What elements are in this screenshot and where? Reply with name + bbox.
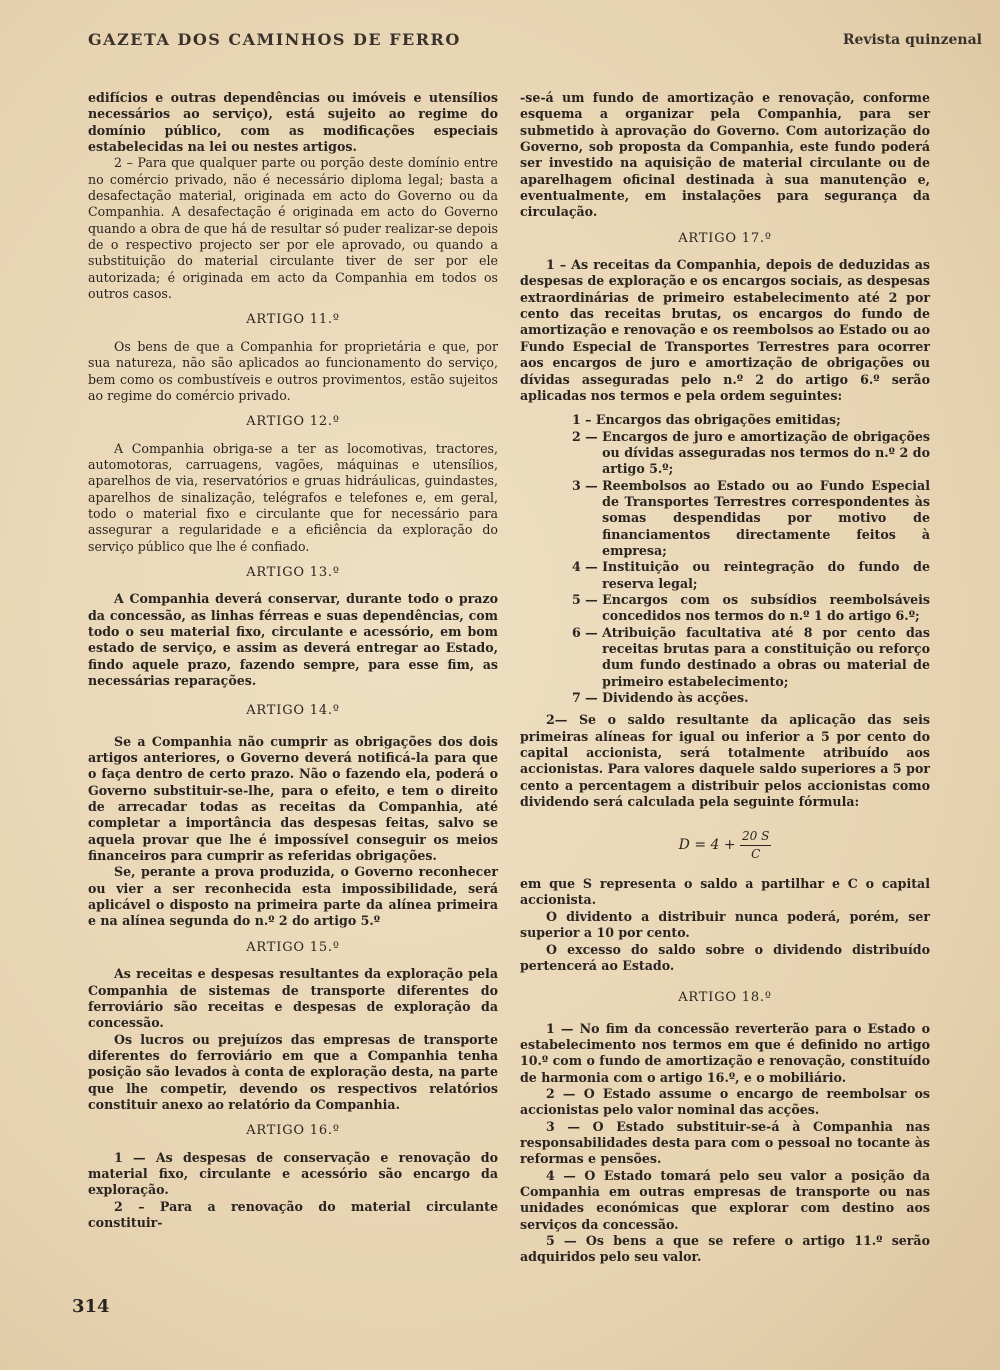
list-item bbox=[572, 559, 930, 592]
list-item-text: Reembolsos ao Estado ou ao Fundo Especial de Transportes Terrestres correspondentes às somas despendidas por motivo de financiamentos directamente feitos à empresa; bbox=[602, 477, 930, 558]
list-item-number: 4 — bbox=[572, 559, 603, 575]
article-heading: ARTIGO 13.º bbox=[246, 564, 340, 580]
list-item-number: 2 — bbox=[572, 428, 603, 444]
journal-subtitle: Revista quinzenal bbox=[842, 32, 982, 48]
paragraph: 2 – Para que qualquer parte ou porção deste domínio entre no comércio privado, não é necessário diploma legal; basta a desafectação material, originada em acto do Governo ou da Companhia. A desafectação é originada em acto do Governo quando a obra de que há de resultar só puder realizar-se depois de o respectivo projecto ser por ele aprovado, ou quando a substituição do material circulante tiver de ser por ele autorizada; é originada em acto da Companhia em todos os outros casos. bbox=[88, 155, 498, 302]
paragraph: As receitas e despesas resultantes da exploração pela Companhia de sistemas de transporte diferentes do ferroviário são receitas e despesas de exploração da concessão. bbox=[88, 966, 498, 1031]
paragraph: 3 — O Estado substituir-se-á à Companhia nas responsabilidades desta para com o pessoal no tocante às reformas e pensões. bbox=[520, 1118, 930, 1167]
right-column bbox=[520, 90, 930, 1266]
list-item-number: 3 — bbox=[572, 477, 603, 493]
article-heading: ARTIGO 18.º bbox=[678, 990, 772, 1006]
numbered-list bbox=[520, 412, 930, 706]
paragraph: A Companhia obriga-se a ter as locomotivas, tractores, automotoras, carruagens, vagões, máquinas e utensílios, aparelhos de via, reservatórios e gruas hidráulicas, guindastes, aparelhos de sinalização, telégrafos e telefones e, em geral, todo o material fixo e circulante que for necessário para assegurar a regularidade e a eficiência da exploração do serviço público que lhe é confiado. bbox=[88, 440, 498, 554]
paragraph: edifícios e outras dependências ou imóveis e utensílios necessários ao serviço), está sujeito ao regime do domínio público, com as modificações especiais estabelecidas na lei ou nestes artigos. bbox=[88, 90, 498, 155]
paragraph: 4 — O Estado tomará pelo seu valor a posição da Companhia em outras empresas de transporte ou nas unidades económicas que explorar com destino aos serviços da concessão. bbox=[520, 1167, 930, 1232]
article-heading: ARTIGO 16.º bbox=[246, 1123, 340, 1139]
page-header bbox=[88, 30, 982, 54]
list-item-number: 1 – bbox=[572, 412, 596, 428]
formula-lhs: D = 4 + bbox=[678, 837, 741, 854]
paragraph: 2 — O Estado assume o encargo de reembolsar os accionistas pelo valor nominal das acções. bbox=[520, 1085, 930, 1118]
paragraph: 5 — Os bens a que se refere o artigo 11.º serão adquiridos pelo seu valor. bbox=[520, 1233, 930, 1265]
list-item-number: 5 — bbox=[572, 591, 603, 607]
paragraph: O dividento a distribuir nunca poderá, porém, ser superior a 10 por cento. bbox=[520, 908, 930, 941]
article-heading: ARTIGO 14.º bbox=[246, 703, 340, 719]
list-item-number: 7 — bbox=[572, 690, 603, 706]
list-item-text: Encargos de juro e amortização de obrigações ou dívidas asseguradas nos termos do n.º 2 do artigo 5.º; bbox=[602, 428, 930, 477]
paragraph: Os bens de que a Companhia for proprietária e que, por sua natureza, não são aplicados ao funcionamento do serviço, bem como os combustíveis e outros provimentos, estão sujeitos ao regime do comércio privado. bbox=[88, 338, 498, 403]
list-item-text: Dividendo às acções. bbox=[602, 690, 749, 706]
page-number: 314 bbox=[72, 1296, 110, 1317]
paragraph: Se a Companhia não cumprir as obrigações dos dois artigos anteriores, o Governo deverá notificá-la para que o faça dentro de certo prazo. Não o fazendo ela, poderá o Governo substituir-se-lhe, para o efeito, e tem o direito de arrecadar todas as receitas da Companhia, até completar a importância das despesas feitas, salvo se aquela provar que lhe é impossível conseguir os meios financeiros para cumprir as referidas obrigações. bbox=[88, 733, 498, 864]
list-item bbox=[572, 429, 930, 478]
paragraph: A Companhia deverá conservar, durante todo o prazo da concessão, as linhas férreas e suas dependências, com todo o seu material fixo, circulante e acessório, em bom estado de serviço, e assim as deverá entregar ao Estado, findo aquele prazo, fazendo sempre, para esse fim, as necessárias reparações. bbox=[88, 591, 498, 688]
list-item bbox=[572, 592, 930, 625]
list-item-text: Encargos das obrigações emitidas; bbox=[595, 412, 841, 428]
dividend-formula bbox=[520, 828, 930, 862]
list-item-text: Instituição ou reintegração do fundo de reserva legal; bbox=[602, 559, 930, 591]
paragraph: 2 – Para a renovação do material circulante constituir- bbox=[88, 1198, 498, 1230]
list-item-text: Atribuição facultativa até 8 por cento das receitas brutas para a constituição ou reforço dum fundo destinado a obras ou material de primeiro estabelecimento; bbox=[602, 624, 930, 689]
paragraph: -se-á um fundo de amortização e renovação, conforme esquema a organizar pela Companhia, para ser submetido à aprovação do Governo. Com autorização do Governo, sob proposta da Companhia, este fundo poderá ser investido na aquisição de material circulante ou de aparelhagem oficinal destinada à sua manutenção e, eventualmente, em instalações para segurança da circulação. bbox=[520, 90, 930, 220]
paragraph: 1 – As receitas da Companhia, depois de deduzidas as despesas de exploração e os encargos sociais, as despesas extraordinárias de primeiro estabelecimento até 2 por cento das receitas brutas, os encargos do fundo de amortização e renovação e os reembolsos ao Estado ou ao Fundo Especial de Transportes Terrestres para ocorrer aos encargos de juro e amortização de obrigações ou dívidas asseguradas pelo n.º 2 do artigo 6.º serão aplicadas nos termos e pela ordem seguintes: bbox=[520, 257, 930, 403]
list-item bbox=[572, 478, 930, 560]
paragraph: O excesso do saldo sobre o dividendo distribuído pertencerá ao Estado. bbox=[520, 941, 930, 973]
list-item bbox=[572, 412, 930, 428]
list-item bbox=[572, 690, 930, 706]
article-heading: ARTIGO 17.º bbox=[678, 230, 772, 246]
list-item-text: Encargos com os subsídios reembolsáveis concedidos nos termos do n.º 1 do artigo 6.º; bbox=[602, 591, 930, 624]
list-item-number: 6 — bbox=[572, 624, 603, 640]
journal-title: GAZETA DOS CAMINHOS DE FERRO bbox=[88, 30, 461, 49]
formula-fraction bbox=[740, 828, 771, 862]
list-item bbox=[572, 625, 930, 690]
paragraph: 2— Se o saldo resultante da aplicação das seis primeiras alíneas for igual ou inferior a 5 por cento do capital accionista, será totalmente atribuído aos accionistas. Para valores daquele saldo superiores a 5 por cento a percentagem a distribuir pelos accionistas como dividendo será calculada pela seguinte fórmula: bbox=[520, 712, 930, 810]
paragraph: Os lucros ou prejuízos das empresas de transporte diferentes do ferroviário em que a Companhia tenha posição são levados à conta de exploração desta, na parte que lhe competir, devendo os respectivos relatórios constituir anexo ao relatório da Companhia. bbox=[88, 1031, 498, 1112]
article-heading: ARTIGO 12.º bbox=[246, 414, 340, 430]
paragraph: em que S representa o saldo a partilhar e C o capital accionista. bbox=[520, 876, 930, 908]
paragraph: 1 — As despesas de conservação e renovação do material fixo, circulante e acessório são encargo da exploração. bbox=[88, 1149, 498, 1198]
left-column bbox=[88, 90, 498, 1231]
formula-numerator: 20 S bbox=[740, 828, 771, 845]
formula-denominator: C bbox=[751, 846, 761, 861]
article-heading: ARTIGO 15.º bbox=[246, 939, 340, 955]
paragraph: Se, perante a prova produzida, o Governo reconhecer ou vier a ser reconhecida esta impossibilidade, será aplicável o disposto na primeira parte da alínea primeira e na alínea segunda do n.º 2 do artigo 5.º bbox=[88, 864, 498, 929]
article-heading: ARTIGO 11.º bbox=[246, 312, 340, 328]
paragraph: 1 — No fim da concessão reverterão para o Estado o estabelecimento nos termos em que é definido no artigo 10.º com o fundo de amortização e renovação, constituído de harmonia com o artigo 16.º, e o mobiliário. bbox=[520, 1020, 930, 1085]
